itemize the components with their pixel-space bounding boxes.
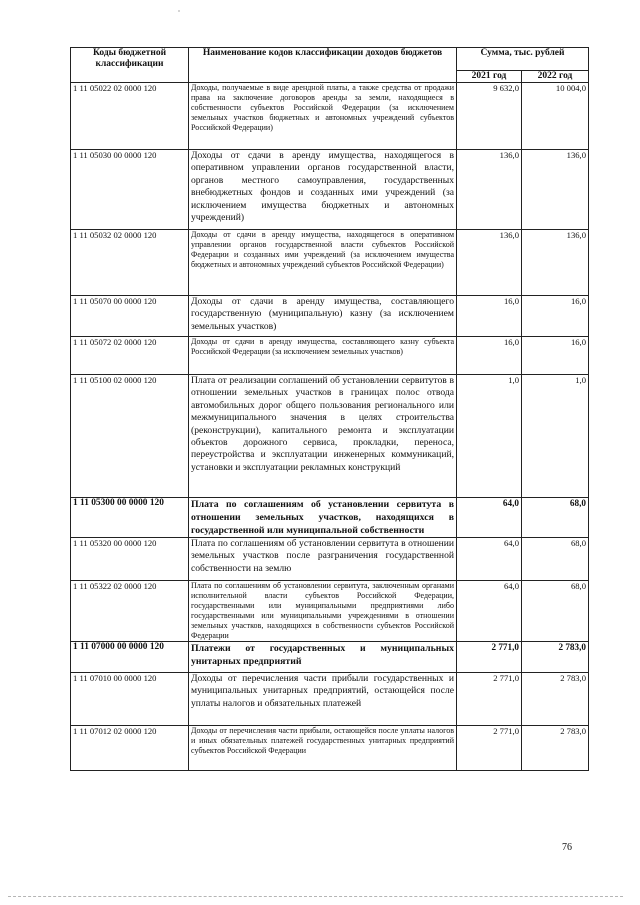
scan-edge-line bbox=[8, 896, 623, 897]
row-name: Доходы от сдачи в аренду имущества, составляющего казну субъекта Российской Федерации (за исключением земельных участков) bbox=[189, 337, 457, 375]
table-row bbox=[71, 581, 589, 642]
row-code: 1 11 05032 02 0000 120 bbox=[71, 230, 189, 296]
table-row bbox=[71, 296, 589, 337]
row-name: Доходы, получаемые в виде арендной платы, а также средства от продажи права на заключение договоров аренды за земли, находящиеся в собственности субъектов Российской Федерации (за исключением земельных участков бюджетных и автономных учреждений субъектов Российской Федерации) bbox=[189, 83, 457, 150]
header-codes: Коды бюджетной классификации bbox=[71, 48, 189, 83]
row-value-2022: 68,0 bbox=[522, 498, 589, 538]
row-value-2022: 68,0 bbox=[522, 538, 589, 581]
row-value-2022: 2 783,0 bbox=[522, 726, 589, 771]
row-value-2022: 16,0 bbox=[522, 337, 589, 375]
row-name: Платежи от государственных и муниципальных унитарных предприятий bbox=[189, 642, 457, 673]
scan-speck bbox=[178, 10, 180, 12]
row-value-2021: 16,0 bbox=[457, 337, 522, 375]
header-year-2021: 2021 год bbox=[457, 71, 522, 83]
row-value-2021: 64,0 bbox=[457, 498, 522, 538]
row-code: 1 11 07000 00 0000 120 bbox=[71, 642, 189, 673]
table-row-subtotal bbox=[71, 498, 589, 538]
row-value-2021: 2 771,0 bbox=[457, 642, 522, 673]
header-year-2022: 2022 год bbox=[522, 71, 589, 83]
page-number: 76 bbox=[562, 842, 572, 853]
header-sum: Сумма, тыс. рублей bbox=[457, 48, 589, 71]
table-row bbox=[71, 230, 589, 296]
row-name: Плата по соглашениям об установлении сервитута в отношении земельных участков, находящихся в государственной или муниципальной собственности bbox=[189, 498, 457, 538]
row-name: Доходы от сдачи в аренду имущества, находящегося в оперативном управлении органов государственной власти, органов местного самоуправления, государственных внебюджетных фондов и созданных ими учреждений (за исключением имущества бюджетных и автономных учреждений) bbox=[189, 150, 457, 230]
table-row bbox=[71, 150, 589, 230]
row-name: Доходы от перечисления части прибыли, остающейся после уплаты налогов и иных обязательных платежей государственных унитарных предприятий субъектов Российской Федерации bbox=[189, 726, 457, 771]
row-value-2022: 2 783,0 bbox=[522, 673, 589, 726]
row-value-2022: 136,0 bbox=[522, 230, 589, 296]
row-code: 1 11 05022 02 0000 120 bbox=[71, 83, 189, 150]
row-code: 1 11 05322 02 0000 120 bbox=[71, 581, 189, 642]
row-value-2022: 136,0 bbox=[522, 150, 589, 230]
row-value-2021: 136,0 bbox=[457, 230, 522, 296]
table-row-subtotal bbox=[71, 642, 589, 673]
row-value-2021: 64,0 bbox=[457, 581, 522, 642]
row-code: 1 11 05072 02 0000 120 bbox=[71, 337, 189, 375]
row-name: Доходы от сдачи в аренду имущества, находящегося в оперативном управлении органов государственной власти субъектов Российской Федерации и созданных ими учреждений (за исключением имущества бюджетных и автономных учреждений субъектов Российской Федерации) bbox=[189, 230, 457, 296]
table-row bbox=[71, 83, 589, 150]
row-code: 1 11 05070 00 0000 120 bbox=[71, 296, 189, 337]
row-value-2022: 1,0 bbox=[522, 375, 589, 498]
table-row bbox=[71, 375, 589, 498]
row-value-2021: 64,0 bbox=[457, 538, 522, 581]
row-code: 1 11 05300 00 0000 120 bbox=[71, 498, 189, 538]
table-row bbox=[71, 337, 589, 375]
row-code: 1 11 05320 00 0000 120 bbox=[71, 538, 189, 581]
table-row bbox=[71, 673, 589, 726]
row-value-2021: 16,0 bbox=[457, 296, 522, 337]
row-name: Плата по соглашениям об установлении сервитута в отношении земельных участков после разграничения государственной собственности на землю bbox=[189, 538, 457, 581]
table-row bbox=[71, 726, 589, 771]
row-value-2021: 136,0 bbox=[457, 150, 522, 230]
row-code: 1 11 07012 02 0000 120 bbox=[71, 726, 189, 771]
header-name: Наименование кодов классификации доходов бюджетов bbox=[189, 48, 457, 83]
row-value-2021: 2 771,0 bbox=[457, 673, 522, 726]
row-name: Плата от реализации соглашений об установлении сервитутов в отношении земельных участков в границах полос отвода автомобильных дорог общего пользования регионального или межмуниципального значения в целях строительства (реконструкции), капитального ремонта и эксплуатации объектов дорожного сервиса, прокладки, переноса, переустройства и эксплуатации инженерных коммуникаций, установки и эксплуатации рекламных конструкций bbox=[189, 375, 457, 498]
revenue-classification-table bbox=[70, 47, 589, 771]
row-value-2022: 68,0 bbox=[522, 581, 589, 642]
row-name: Плата по соглашениям об установлении сервитута, заключенным органами исполнительной власти субъектов Российской Федерации, государственными или муниципальными предприятиями либо государственными или муниципальными учреждениями в отношении земельных участков, находящихся в собственности субъектов Российской Федерации bbox=[189, 581, 457, 642]
row-name: Доходы от сдачи в аренду имущества, составляющего государственную (муниципальную) казну (за исключением земельных участков) bbox=[189, 296, 457, 337]
row-value-2022: 16,0 bbox=[522, 296, 589, 337]
row-value-2021: 9 632,0 bbox=[457, 83, 522, 150]
row-value-2022: 10 004,0 bbox=[522, 83, 589, 150]
table-row bbox=[71, 538, 589, 581]
row-code: 1 11 05030 00 0000 120 bbox=[71, 150, 189, 230]
row-code: 1 11 07010 00 0000 120 bbox=[71, 673, 189, 726]
row-value-2021: 2 771,0 bbox=[457, 726, 522, 771]
row-value-2022: 2 783,0 bbox=[522, 642, 589, 673]
row-value-2021: 1,0 bbox=[457, 375, 522, 498]
row-code: 1 11 05100 02 0000 120 bbox=[71, 375, 189, 498]
row-name: Доходы от перечисления части прибыли государственных и муниципальных унитарных предприятий, остающейся после уплаты налогов и обязательных платежей bbox=[189, 673, 457, 726]
